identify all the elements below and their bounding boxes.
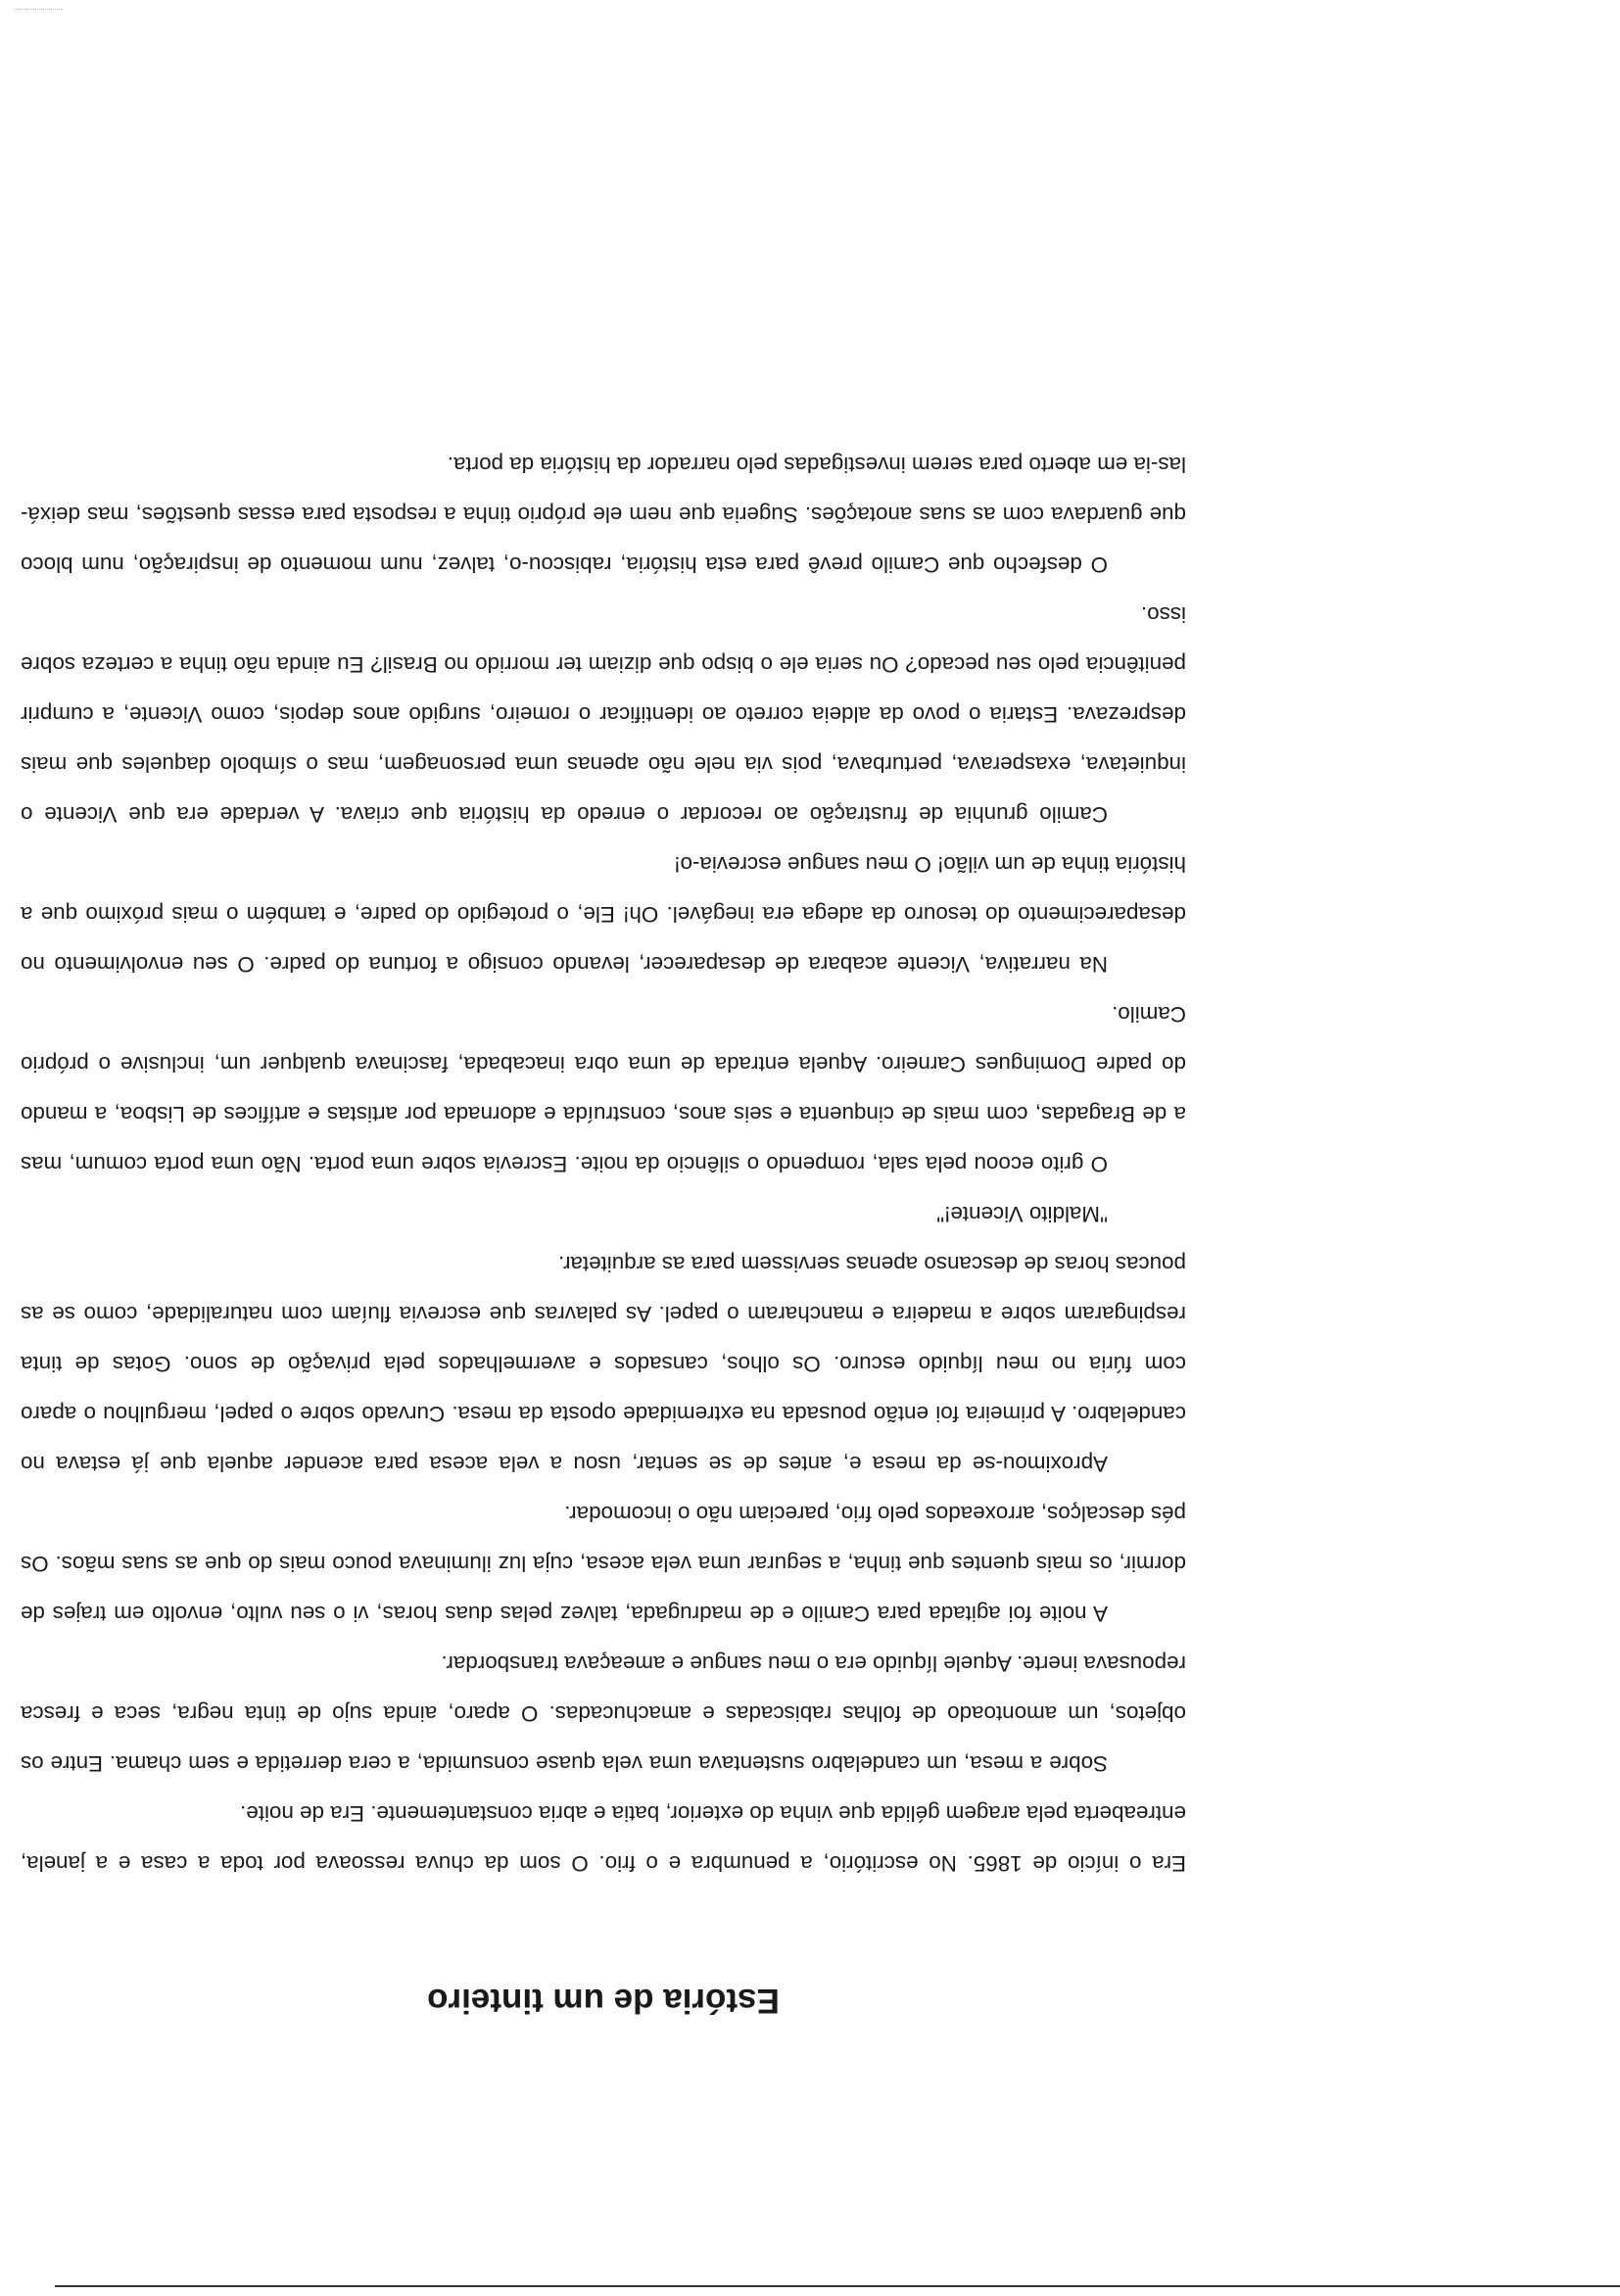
document-title: Estória de um tinteiro bbox=[427, 1982, 780, 2020]
scan-corner-mark bbox=[14, 9, 63, 10]
paragraph-quote: "Maldito Vicente!" bbox=[936, 1202, 1108, 1226]
paragraph-8: Camilo grunhia de frustração ao recordar o enredo da história que criava. A verdade era que Vicente o inquietava, exasperava, perturbava, pois via nele não apenas uma personagem, mas o símbolo daqueles que mais desprezava. Estaria o povo da aldeia correto ao identificar o romeiro, surgido anos depois, como Vicente, a cumprir penitência pelo seu pecado? Ou seria ele o bispo que diziam ter morrido no Brasil? Eu ainda não tinha a certeza sobre isso. bbox=[21, 602, 1186, 827]
paragraph-4: Aproximou-se da mesa e, antes de se sentar, usou a vela acesa para acender aquela que já estava no candelabro. A primeira foi então pousada na extremidade oposta da mesa. Curvado sobre o papel, mergulhou o aparo com fúria no meu líquido escuro. Os olhos, cansados e avermelhados pela privação de sono. Gotas de tinta respingaram sobre a madeira e mancharam o papel. As palavras que escrevia fluíam com naturalidade, como se as poucas horas de descanso apenas servissem para as arquitetar. bbox=[21, 1252, 1186, 1476]
paragraph-2: Sobre a mesa, um candelabro sustentava uma vela quase consumida, a cera derretida e sem chama. Entre os objetos, um amontoado de folhas rabiscadas e amachucadas. O aparo, ainda sujo de tinta negra, seca e fresca repousava inerte. Aquele líquido era o meu sangue e ameaçava transbordar. bbox=[21, 1651, 1186, 1776]
paragraph-3: A noite foi agitada para Camilo e de madrugada, talvez pelas duas horas, vi o seu vulto, envolto em trajes de dormir, os mais quentes que tinha, a segurar uma vela acesa, cuja luz iluminava pouco mais do que as suas mãos. Os pés descalços, arroxeados pelo frio, pareciam não o incomodar. bbox=[21, 1502, 1186, 1626]
page-top-rule bbox=[55, 2285, 1620, 2287]
paragraph-7: Na narrativa, Vicente acabara de desaparecer, levando consigo a fortuna do padre. O seu envolvimento no desaparecimento do tesouro da adega era inegável. Oh! Ele, o protegido do padre, e também o mais próximo que a história tinha de um vilão! O meu sangue escrevia-o! bbox=[21, 852, 1186, 977]
document-body bbox=[21, 440, 1186, 2022]
paragraph-9: O desfecho que Camilo prevê para esta história, rabiscou-o, talvez, num momento de inspiração, num bloco que guardava com as suas anotações. Sugeria que nem ele próprio tinha a resposta para essas questões, mas deixá-las-ia em aberto para serem investigadas pelo narrador da história da porta. bbox=[21, 453, 1186, 577]
paragraph-6: O grito ecoou pela sala, rompendo o silêncio da noite. Escrevia sobre uma porta. Não uma porta comum, mas a de Bragadas, com mais de cinquenta e seis anos, construída e adornada por artistas e artífices de Lisboa, a mando do padre Domingues Carneiro. Aquela entrada de uma obra inacabada, fascinava qualquer um, inclusive o próprio Camilo. bbox=[21, 1002, 1186, 1176]
paragraph-1: Era o início de 1865. No escritório, a penumbra e o frio. O som da chuva ressoava por toda a casa e a janela, entreaberta pela aragem gélida que vinha do exterior, batia e abria constantemente. Era de noite. bbox=[21, 1801, 1186, 1876]
